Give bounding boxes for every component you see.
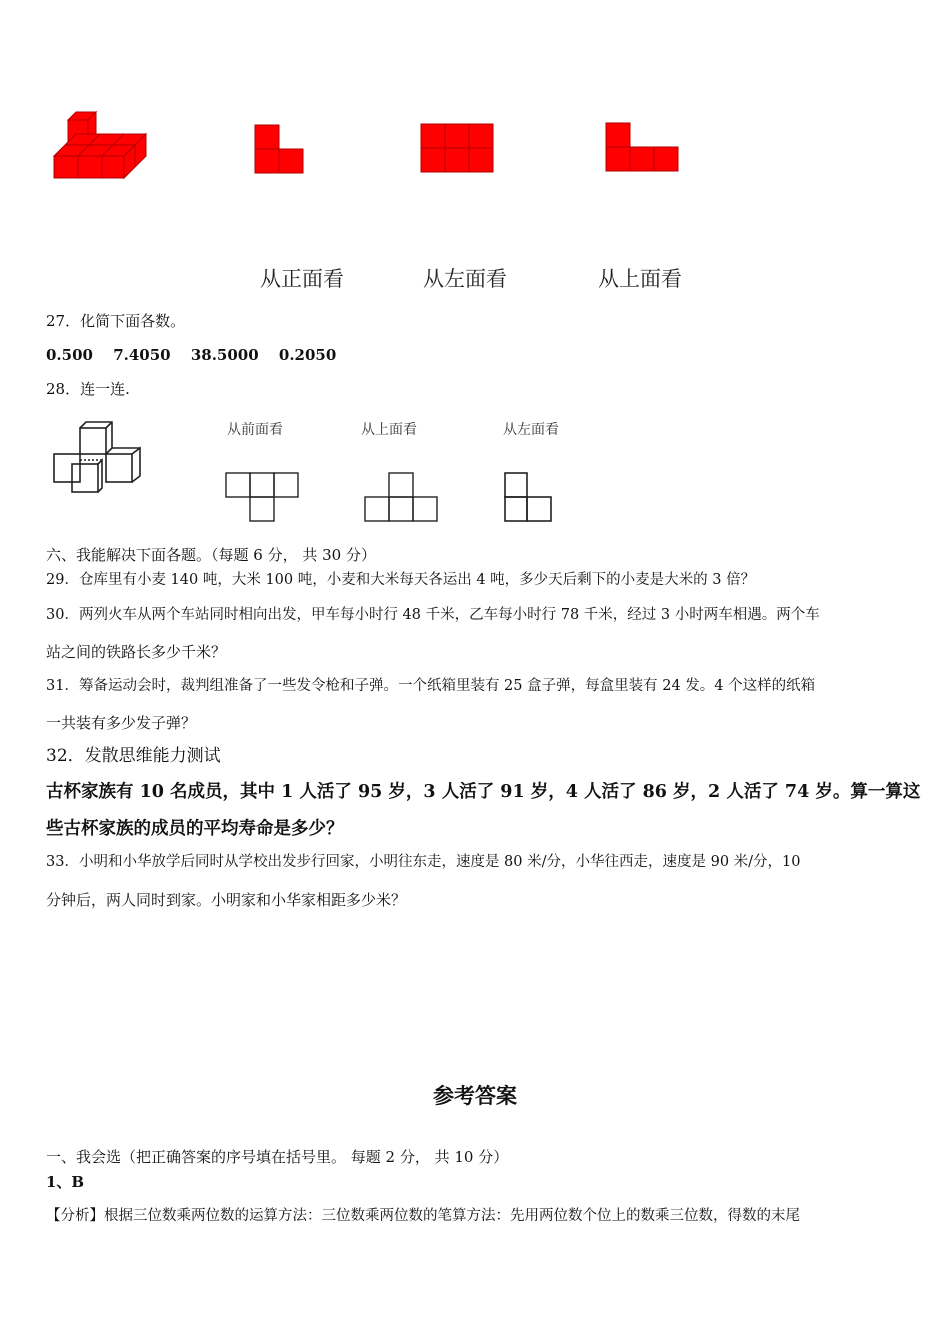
answer-1: 1、B [46,1173,85,1191]
label-front-view: 从正面看 [260,267,344,291]
q30-line2: 站之间的铁路长多少千米？ [46,643,227,661]
front-view-shape [255,125,305,173]
answers-section1: 一、我会选（把正确答案的序号填在括号里。 每题 2 分， 共 10 分） [46,1148,509,1166]
q33-line1: 33．小明和小华放学后同时从学校出发步行回家，小明往东走，速度是 80 米/分，小华往西走，速度是 90 米/分，10 [46,854,801,870]
q29-text: 29．仓库里有小麦 140 吨，大米 100 吨，小麦和大米每天各运出 4 吨，多少天后剩下的小麦是大米的 3 倍？ [46,572,756,588]
q30-line1: 30．两列火车从两个车站同时相向出发，甲车每小时行 48 千米，乙车每小时行 78 千米，经过 3 小时两车相遇。两个车 [46,607,820,623]
left-view-shape [421,124,493,172]
q32-line1: 古杯家族有 10 名成员，其中 1 人活了 95 岁，3 人活了 91 岁，4 人活了 86 岁，2 人活了 74 岁。算一算这 [46,782,921,802]
top-view-shape [606,123,678,171]
q32-title: 32．发散思维能力测试 [46,746,221,766]
q28-view-top [364,472,438,522]
q31-line1: 31．筹备运动会时，裁判组准备了一些发令枪和子弹。一个纸箱里装有 25 盒子弹，每盒里装有 24 发。4 个这样的纸箱 [46,678,816,694]
q28-label-top: 从上面看 [361,422,417,438]
q28-label-front: 从前面看 [227,422,283,438]
q28-label-left: 从左面看 [503,422,559,438]
label-top-view: 从上面看 [598,267,682,291]
q27-numbers: 0.500 7.4050 38.5000 0.2050 [46,346,337,364]
q27-title: 27．化简下面各数。 [46,312,186,330]
q31-line2: 一共装有多少发子弹？ [46,714,197,732]
answers-title: 参考答案 [433,1083,517,1108]
answer-1-analysis: 【分析】根据三位数乘两位数的运算方法：三位数乘两位数的笔算方法：先用两位数个位上的数乘三位数，得数的末尾 [46,1208,800,1224]
q28-title: 28．连一连. [46,380,130,398]
label-left-view: 从左面看 [423,267,507,291]
section6-heading: 六、我能解决下面各题。（每题 6 分， 共 30 分） [46,546,376,564]
q28-block-sketch [52,420,152,496]
q33-line2: 分钟后，两人同时到家。小明家和小华家相距多少米？ [46,891,407,909]
red-cube-stack [54,110,150,182]
q32-line2: 些古杯家族的成员的平均寿命是多少？ [46,819,344,839]
q28-view-front [225,472,299,522]
q28-view-left [504,472,554,522]
